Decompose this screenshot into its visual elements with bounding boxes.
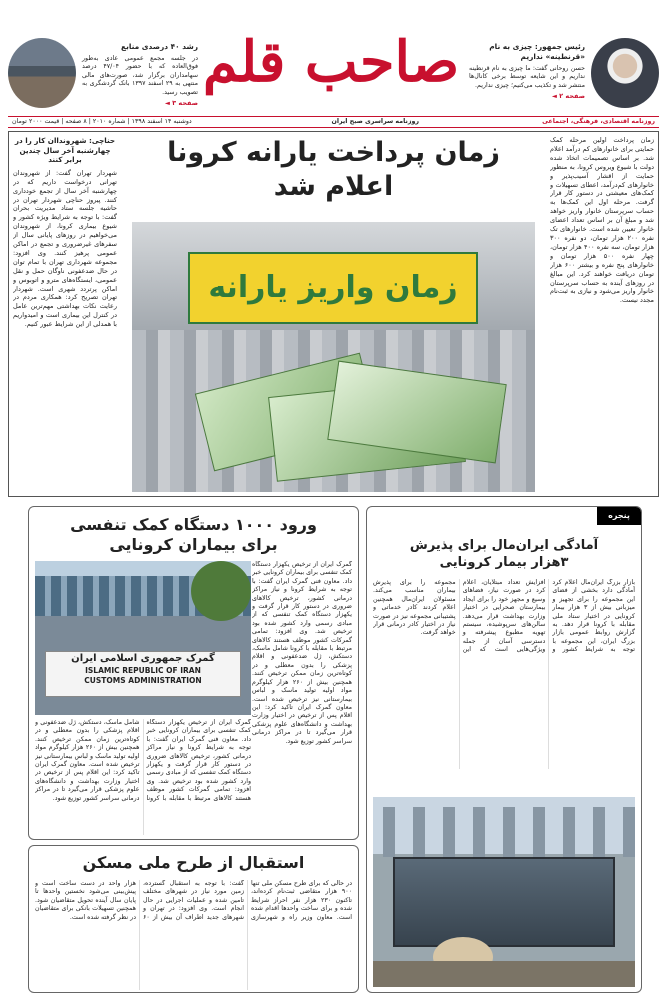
ventilator-body-right: گمرک ایران از ترخیص یکهزار دستگاه کمک تنفسی برای بیماران کرونایی خبر داد. معاون فنی گمرک ایران گفت: با توجه به شرایط کرونا و نیاز مراکز درمانی کشور، ترخیص کالاهای ضروری در دستور کار قرار گرفت و یکهزار دستگاه کمک تنفسی که از مبادی رسمی وارد کشور شده بود ترخیص شد. وی افزود: تمامی گمرکات کشور موظف هستند کالاهای مرتبط با مقابله با کرونا شامل ماسک، دستکش، ژل ضدعفونی و اقلام پزشکی را بدون معطلی و در کوتاه‌ترین زمان ممکن ترخیص کنند. همچنین بیش از ۲۶۰ هزار کیلوگرم مواد اولیه تولید ماسک و لباس بیمارستانی نیز ترخیص شده است. معاون گمرک ایران تاکید کرد: این اقلام پس از ترخیص در اختیار وزارت بهداشت و دانشگاه‌های علوم پزشکی قرار می‌گیرد تا در مراکز درمانی سراسر کشور توزیع شود. xyxy=(252,561,352,745)
ventilator-body-bottom: گمرک ایران از ترخیص یکهزار دستگاه کمک تنفسی برای بیماران کرونایی خبر داد. معاون فنی گمرک ایران گفت: با توجه به شرایط کرونا و نیاز مراکز درمانی کشور، ترخیص کالاهای ضروری در دستور کار قرار گرفت و یکهزار دستگاه کمک تنفسی که از مبادی رسمی وارد کشور شده بود ترخیص شد. وی افزود: تمامی گمرکات کشور موظف هستند کالاهای مرتبط با مقابله با کرونا شامل ماسک، دستکش، ژل ضدعفونی و اقلام پزشکی را بدون معطلی و در کوتاه‌ترین زمان ممکن ترخیص کنند. همچنین بیش از ۲۶۰ هزار کیلوگرم مواد اولیه تولید ماسک و لباس بیمارستانی نیز ترخیص شده است. معاون گمرک ایران تاکید کرد: این اقلام پس از ترخیص در اختیار وزارت بهداشت و دانشگاه‌های علوم پزشکی قرار می‌گیرد تا در مراکز درمانی سراسر کشور توزیع شود. xyxy=(35,719,251,802)
ventilator-headline[interactable] xyxy=(29,515,358,555)
panjereh-headline-line-1: آمادگی ایران‌مال برای پذیرش xyxy=(409,538,599,553)
teaser-right-body: حسن روحانی گفت: ما چیزی به نام قرنطینه نداریم و این شایعه توسط برخی کانال‌ها منتشر شد و تکذیب می‌کنیم؛ چیزی نداریم. xyxy=(469,65,585,89)
teaser-right-page-ref[interactable]: صفحه ۲ xyxy=(559,92,585,101)
housing-headline[interactable]: استقبال از طرح ملی مسکن xyxy=(82,853,305,872)
housing-body: در حالی که برای طرح مسکن ملی تنها ۹۰۰ هزار متقاضی ثبت‌نام کرده‌اند، تاکنون ۲۳۰ هزار نفر احراز شرایط شده و برای ساخت واحدها اقدام شده است. معاون وزیر راه و شهرسازی گفت: با توجه به استقبال گسترده، زمین مورد نیاز در شهرهای مختلف تامین شده و عملیات اجرایی در حال انجام است. وی افزود: در تهران و شهرهای جدید اطراف آن بیش از ۶۰ هزار واحد در دست ساخت است و پیش‌بینی می‌شود نخستین واحدها تا پایان سال آینده تحویل متقاضیان شود. همچنین تسهیلات بانکی برای متقاضیان در نظر گرفته شده است. xyxy=(35,880,352,921)
main-left-column xyxy=(13,136,117,491)
main-left-column-body: شهردار تهران گفت: از شهروندان تهرانی درخواست داریم که در چهارشنبه آخر سال از تجمع خودداری کنند. پیروز حناچی شهردار تهران در حاشیه جلسه ستاد مدیریت بحران گفت: با توجه به شرایط ویژه کشور و شیوع بیماری کرونا، از شهروندان می‌خواهیم در روزهای پایانی سال از سفرهای غیرضروری و تجمع در اماکن عمومی پرهیز کنند. وی افزود: مجموعه شهرداری تهران با تمام توان در حال ضدعفونی ناوگان حمل و نقل عمومی، ایستگاه‌های مترو و اتوبوس و اماکن پرتردد شهری است. شهردار تهران تصریح کرد: همکاری مردم در رعایت نکات بهداشتی مهم‌ترین عامل در کنترل این بیماری است و امیدواریم با همدلی از این شرایط عبور کنیم. xyxy=(13,168,117,329)
teaser-right-photo xyxy=(591,38,659,108)
main-photo-banner xyxy=(188,252,478,324)
customs-photo[interactable] xyxy=(35,561,251,715)
panjereh-headline[interactable] xyxy=(367,537,641,571)
customs-sign-fa: گمرک جمهوری اسلامی ایران xyxy=(71,653,215,664)
teaser-right: رئیس جمهور: چیزی به نام «قرنطینه» نداریم حسن روحانی گفت: ما چیزی به نام قرنطینه نداریم و این شایعه توسط برخی کانال‌ها منتشر شد و تکذیب می‌کنیم؛ چیزی نداریم. صفحه ۲ ◄ xyxy=(469,38,659,114)
main-right-column: زمان پرداخت اولین مرحله کمک حمایتی برای خانوارهای کم درآمد اعلام شد. بر اساس تصمیمات اتخاذ شده دولت با شیوع ویروس کرونا، به منظور حمایت از اقشار آسیب‌پذیر و خانوارهای کم‌درآمد، اعطای تسهیلات و کمک‌های معیشتی در دستور کار قرار گرفت. مرحله اول این کمک‌ها به حساب سرپرستان خانوار واریز خواهد شد و مبلغ آن بر اساس تعداد اعضای خانوار تعیین شده است. خانوارهای تک نفره ۲۰۰ هزار تومان، دو نفره ۳۰۰ هزار تومان، سه نفره ۴۰۰ هزار تومان، چهار نفره ۵۰۰ هزار تومان و خانوارهای پنج نفره و بیشتر ۶۰۰ هزار تومان دریافت خواهند کرد. این مبالغ در روزهای آینده به حساب سرپرستان خانوار واریز می‌شود و نیازی به ثبت‌نام مجدد نیست. xyxy=(550,136,654,305)
main-headline[interactable] xyxy=(124,136,543,204)
teaser-left-photo xyxy=(8,38,76,108)
teaser-left-title[interactable]: رشد ۴۰ درصدی منابع xyxy=(121,42,198,51)
masthead-subtitle: روزنامه سراسری صبح ایران xyxy=(331,118,419,125)
iranmall-photo[interactable] xyxy=(373,797,635,987)
main-headline-line-1: زمان پرداخت یارانه کرونا xyxy=(167,137,500,168)
banner-text: زمان واریز یارانه xyxy=(208,270,458,305)
teaser-left: رشد ۴۰ درصدی منابع در جلسه مجمع عمومی عادی به‌طور فوق‌العاده که با حضور ۴۷/۰۴ درصد سهامداران برگزار شد، صورت‌های مالی منتهی به ۲۹ اسفند ۱۳۹۷ بانک گردشگری به تصویب رسید. صفحه ۳ ◄ xyxy=(8,38,198,114)
ventilator-headline-line-2: برای بیماران کرونایی xyxy=(109,535,278,554)
customs-sign-en-1: ISLAMIC REPUBLIC OF IRAN xyxy=(85,666,201,675)
customs-sign-en-2: CUSTOMS ADMINISTRATION xyxy=(84,676,202,685)
ventilator-article xyxy=(28,506,359,840)
main-left-column-title[interactable]: حناچی: شهرونداان کار را در چهارشنبه آخر سال چندین برابر کنند xyxy=(14,136,116,165)
logo-text: صاحب قلم xyxy=(202,29,460,95)
issue-info: دوشنبه ۱۴ اسفند ۱۳۹۸ | شماره ۲۰۱۰ | ۸ صفحه | قیمت ۲۰۰۰ تومان xyxy=(12,118,192,125)
teaser-right-title[interactable]: رئیس جمهور: چیزی به نام «قرنطینه» نداریم xyxy=(489,42,585,61)
main-photo[interactable] xyxy=(132,222,535,492)
teaser-left-page-ref[interactable]: صفحه ۳ xyxy=(172,99,198,108)
info-bar xyxy=(8,116,659,128)
panjereh-headline-line-2: ۳هزار بیمار کرونایی xyxy=(439,555,569,570)
customs-sign xyxy=(45,651,241,697)
teaser-left-body: در جلسه مجمع عمومی عادی به‌طور فوق‌العاده که با حضور ۴۷/۰۴ درصد سهامداران برگزار شد، صورت‌های مالی منتهی به ۲۹ اسفند ۱۳۹۷ بانک گردشگری به تصویب رسید. xyxy=(82,55,199,96)
panjereh-body: بازار بزرگ ایران‌مال اعلام کرد آمادگی دارد بخشی از فضای این مجموعه را برای تجهیز و میزبانی بیش از ۳ هزار بیمار کرونایی در اختیار ستاد ملی مقابله با کرونا قرار دهد. به گزارش روابط عمومی بازار بزرگ ایران، این مجموعه با توجه به شرایط کشور و افزایش تعداد مبتلایان، اعلام کرد در صورت نیاز، فضاهای وسیع و مجهز خود را برای ایجاد بیمارستان صحرایی در اختیار وزارت بهداشت قرار می‌دهد. سالن‌های سرپوشیده، سیستم تهویه مطبوع پیشرفته و دسترسی آسان از جمله ویژگی‌هایی است که این مجموعه را برای پذیرش بیماران مناسب می‌کند. مسئولان ایران‌مال همچنین اعلام کردند کادر خدماتی و پشتیبانی مجموعه نیز در صورت نیاز در اختیار کادر درمانی قرار خواهد گرفت. xyxy=(373,579,635,654)
main-headline-line-2: اعلام شد xyxy=(273,171,394,202)
panjereh-label: پنجره xyxy=(597,507,641,525)
sections-line: روزنامه اقتصادی، فرهنگی، اجتماعی xyxy=(542,118,655,125)
ventilator-headline-line-1: ورود ۱۰۰۰ دستگاه کمک تنفسی xyxy=(70,515,317,534)
panjereh-box xyxy=(366,506,642,993)
housing-article xyxy=(28,845,359,993)
masthead-logo xyxy=(200,12,462,122)
